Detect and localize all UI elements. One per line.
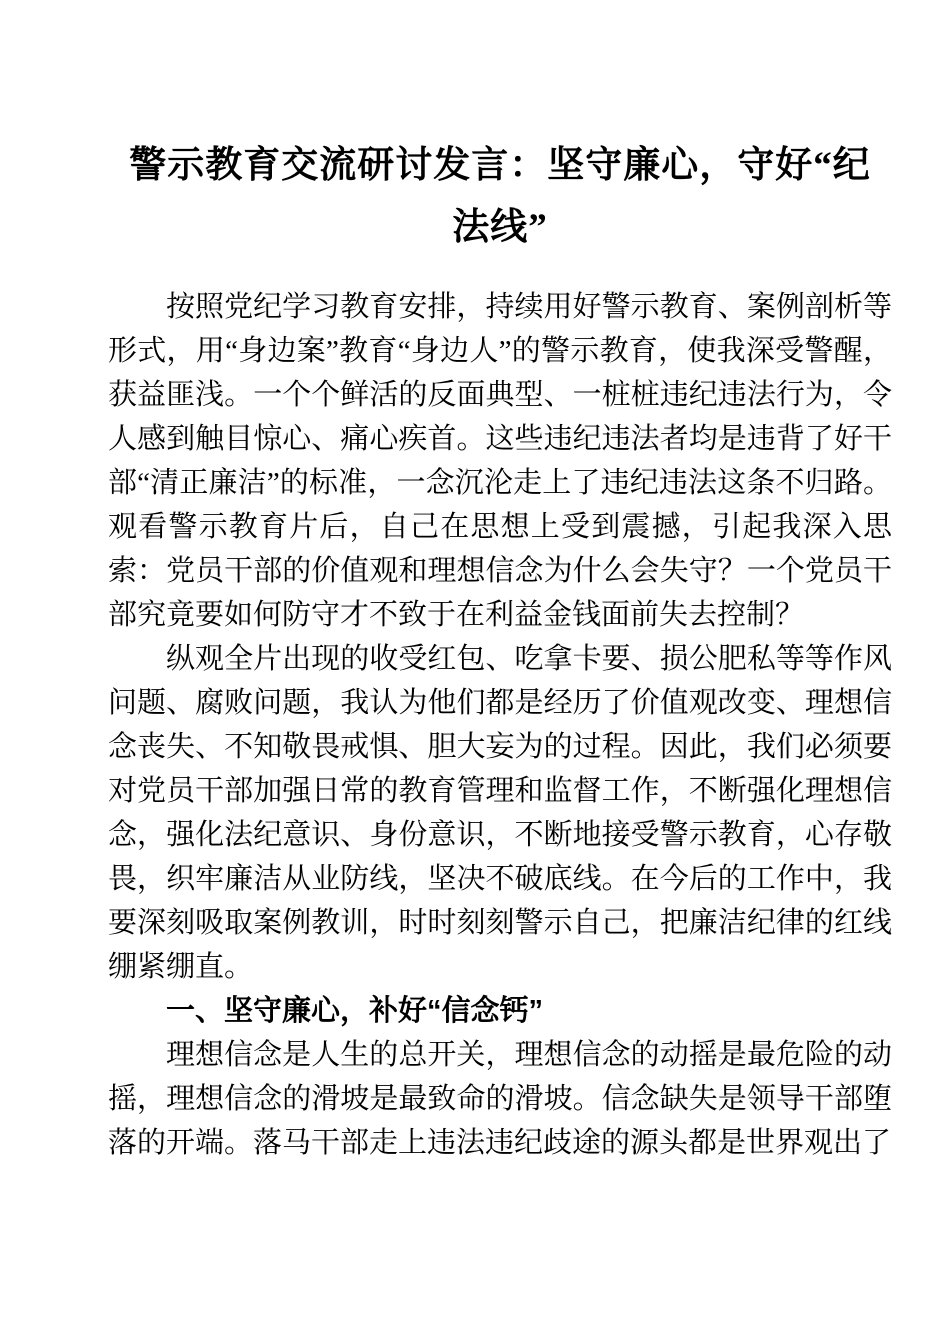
section-heading-1: 一、坚守廉心，补好“信念钙” [166,995,544,1027]
document-title-line-2: 法线” [452,207,548,248]
document-title-line-1: 警示教育交流研讨发言：坚守廉心，守好“纪 [129,145,871,186]
document-title [108,135,892,259]
paragraph-ideals: 理想信念是人生的总开关，理想信念的动摇是最危险的动摇，理想信念的滑坡是最致命的滑坡。信念缺失是领导干部堕落的开端。落马干部走上违法违纪歧途的源头都是世界观出了 [108,1039,892,1159]
paragraph-reflection: 纵观全片出现的收受红包、吃拿卡要、损公肥私等等作风问题、腐败问题，我认为他们都是经历了价值观改变、理想信念丧失、不知敬畏戒惧、胆大妄为的过程。因此，我们必须要对党员干部加强日常的教育管理和监督工作，不断强化理想信念，强化法纪意识、身份意识，不断地接受警示教育，心存敬畏，织牢廉洁从业防线，坚决不破底线。在今后的工作中，我要深刻吸取案例教训，时时刻刻警示自己，把廉洁纪律的红线绷紧绷直。 [108,643,892,983]
document-body [108,285,892,1165]
paragraph-intro: 按照党纪学习教育安排，持续用好警示教育、案例剖析等形式，用“身边案”教育“身边人”的警示教育，使我深受警醒，获益匪浅。一个个鲜活的反面典型、一桩桩违纪违法行为，令人感到触目惊心、痛心疾首。这些违纪违法者均是违背了好干部“清正廉洁”的标准，一念沉沦走上了违纪违法这条不归路。观看警示教育片后，自己在思想上受到震撼，引起我深入思索：党员干部的价值观和理想信念为什么会失守？一个党员干部究竟要如何防守才不致于在利益金钱面前失去控制？ [108,291,892,631]
